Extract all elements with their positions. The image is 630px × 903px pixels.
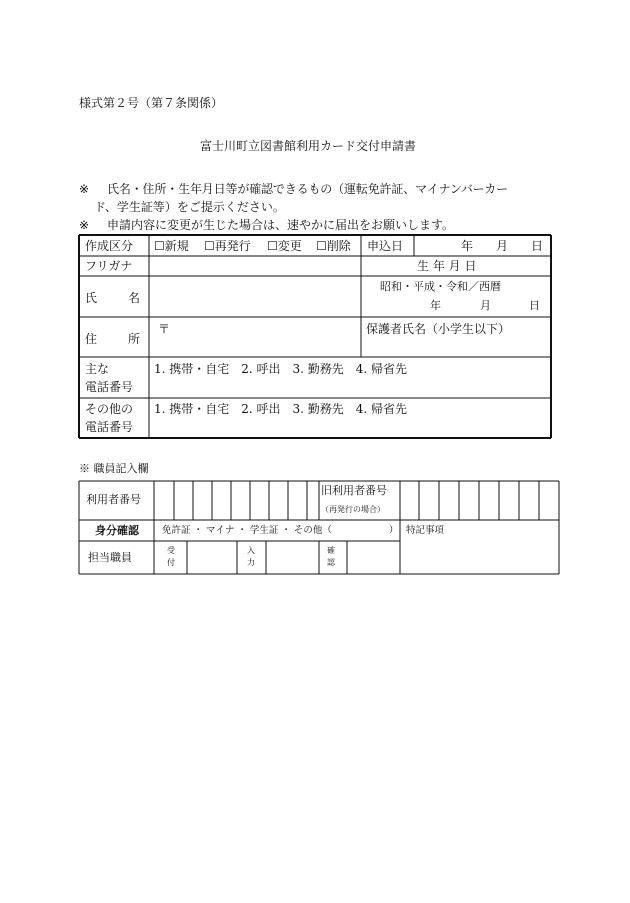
main-phone-label: 電話番号 <box>85 380 134 394</box>
furigana-label: フリガナ <box>85 259 133 273</box>
birth-day-label: 日 <box>529 299 540 312</box>
confirm-stamp-label: 認 <box>327 558 335 567</box>
other-phone-label: 電話番号 <box>85 420 134 434</box>
special-notes-field[interactable] <box>401 538 558 573</box>
option-reissue-label: 再発行 <box>214 239 251 253</box>
apply-month-label: 月 <box>496 239 509 253</box>
note-text: ド、学生証等）をご提示ください。 <box>94 200 285 214</box>
old-user-number-label: 旧利用者番号 <box>321 484 387 497</box>
birth-month-label: 月 <box>480 299 491 312</box>
old-user-number-sub-label: （再発行の場合） <box>321 505 385 514</box>
user-number-label: 利用者番号 <box>86 493 141 506</box>
staff-in-charge-label: 担当職員 <box>88 551 132 564</box>
note-mark: ※ <box>79 182 90 196</box>
user-number-field[interactable] <box>155 482 306 519</box>
received-stamp-label: 受 <box>167 546 175 555</box>
option-reissue-checkbox[interactable]: ☐再発行 <box>204 239 251 253</box>
name-label-part1: 氏 <box>85 291 98 305</box>
other-phone-types[interactable]: 1. 携帯・自宅 2. 呼出 3. 勤務先 4. 帰省先 <box>154 402 408 416</box>
option-new-label: 新規 <box>164 239 189 253</box>
main-phone-label: 主な <box>85 362 110 376</box>
staff-section-label: ※ 職員記入欄 <box>79 462 149 475</box>
received-stamp-box[interactable] <box>188 542 236 573</box>
era-options[interactable]: 昭和・平成・令和／西暦 <box>380 280 501 293</box>
main-phone-types[interactable]: 1. 携帯・自宅 2. 呼出 3. 勤務先 4. 帰省先 <box>154 362 408 376</box>
apply-date-label: 申込日 <box>367 239 404 253</box>
option-delete-checkbox[interactable]: ☐削除 <box>316 239 351 253</box>
birth-date-label: 生 年 月 日 <box>417 259 477 273</box>
id-check-label: 身分確認 <box>95 524 139 537</box>
confirm-stamp-box[interactable] <box>348 542 399 573</box>
page-title: 富士川町立図書館利用カード交付申請書 <box>200 139 417 153</box>
address-label-part2: 所 <box>128 332 141 346</box>
old-user-number-field[interactable] <box>401 482 558 519</box>
option-change-checkbox[interactable]: ☐変更 <box>267 239 302 253</box>
input-stamp-label: 力 <box>247 558 255 567</box>
note-text: 申請内容に変更が生じた場合は、速やかに届出をお願いします。 <box>107 218 455 232</box>
option-change-label: 変更 <box>277 239 302 253</box>
guardian-name-label: 保護者氏名（小学生以下） <box>366 322 511 336</box>
id-check-options[interactable]: 免許証 ・ マイナ ・ 学生証 ・ その他（ ） <box>162 525 399 536</box>
input-stamp-box[interactable] <box>267 542 318 573</box>
name-label-part2: 名 <box>128 291 141 305</box>
input-stamp-label: 入 <box>247 546 255 555</box>
address-label-part1: 住 <box>85 332 98 346</box>
apply-year-label: 年 <box>461 239 474 253</box>
confirm-stamp-label: 確 <box>327 546 335 555</box>
form-number: 様式第２号（第７条関係） <box>79 96 224 110</box>
note-text: 氏名・住所・生年月日等が確認できるもの（運転免許証、マイナンバーカー <box>107 182 508 196</box>
received-stamp-label: 付 <box>167 558 175 567</box>
note-mark: ※ <box>79 218 90 232</box>
option-delete-label: 削除 <box>326 239 351 253</box>
creation-type-label: 作成区分 <box>85 239 134 253</box>
apply-day-label: 日 <box>531 239 544 253</box>
option-new-checkbox[interactable]: ☐新規 <box>154 239 189 253</box>
special-notes-label: 特記事項 <box>406 525 445 536</box>
other-phone-label: その他の <box>85 402 134 416</box>
birth-year-label: 年 <box>430 299 441 312</box>
postal-mark: 〒 <box>158 322 171 336</box>
